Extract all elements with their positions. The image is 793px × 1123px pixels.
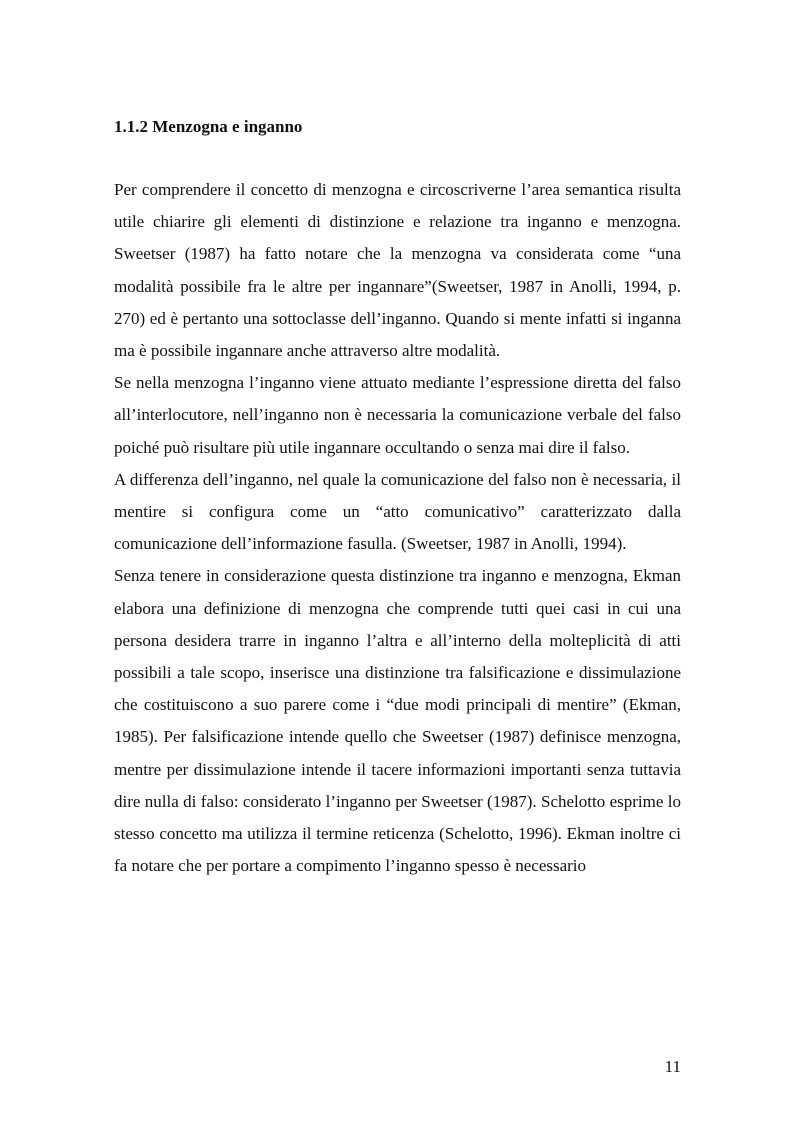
- paragraph-2: Se nella menzogna l’inganno viene attuato mediante l’espressione diretta del falso all’interlocutore, nell’inganno non è necessaria la comunicazione verbale del falso poiché può risultare più utile ingannare occultando o senza mai dire il falso.: [114, 373, 681, 457]
- page-number: 11: [664, 1057, 681, 1076]
- paragraph-1: Per comprendere il concetto di menzogna e circoscriverne l’area semantica risulta utile chiarire gli elementi di distinzione e relazione tra inganno e menzogna. Sweetser (1987) ha fatto notare che la menzogna va considerata come “una modalità possibile fra le altre per ingannare”(Sweetser, 1987 in Anolli, 1994, p. 270) ed è pertanto una sottoclasse dell’inganno. Quando si mente infatti si inganna ma è possibile ingannare anche attraverso altre modalità.: [114, 180, 681, 361]
- paragraph-3: A differenza dell’inganno, nel quale la comunicazione del falso non è necessaria, il mentire si configura come un “atto comunicativo” caratterizzato dalla comunicazione dell’informazione fasulla. (Sweetser, 1987 in Anolli, 1994).: [114, 469, 681, 554]
- paragraph-4: Senza tenere in considerazione questa distinzione tra inganno e menzogna, Ekman elabora una definizione di menzogna che comprende tutti quei casi in cui una persona desidera trarre in inganno l’altra e all’interno della molteplicità di atti possibili a tale scopo, inserisce una distinzione tra falsificazione e dissimulazione che costituiscono a suo parere come i “due modi principali di mentire” (Ekman, 1985). Per falsificazione intende quello che Sweetser (1987) definisce menzogna, mentre per dissimulazione intende il tacere informazioni importanti senza tuttavia dire nulla di falso: considerato l’inganno per Sweetser (1987). Schelotto esprime lo stesso concetto ma utilizza il termine reticenza (Schelotto, 1996). Ekman inoltre ci fa notare che per portare a compimento l’inganno spesso è necessario: [114, 566, 681, 876]
- section-heading: 1.1.2 Menzogna e inganno: [114, 117, 303, 136]
- body-text: [114, 174, 681, 882]
